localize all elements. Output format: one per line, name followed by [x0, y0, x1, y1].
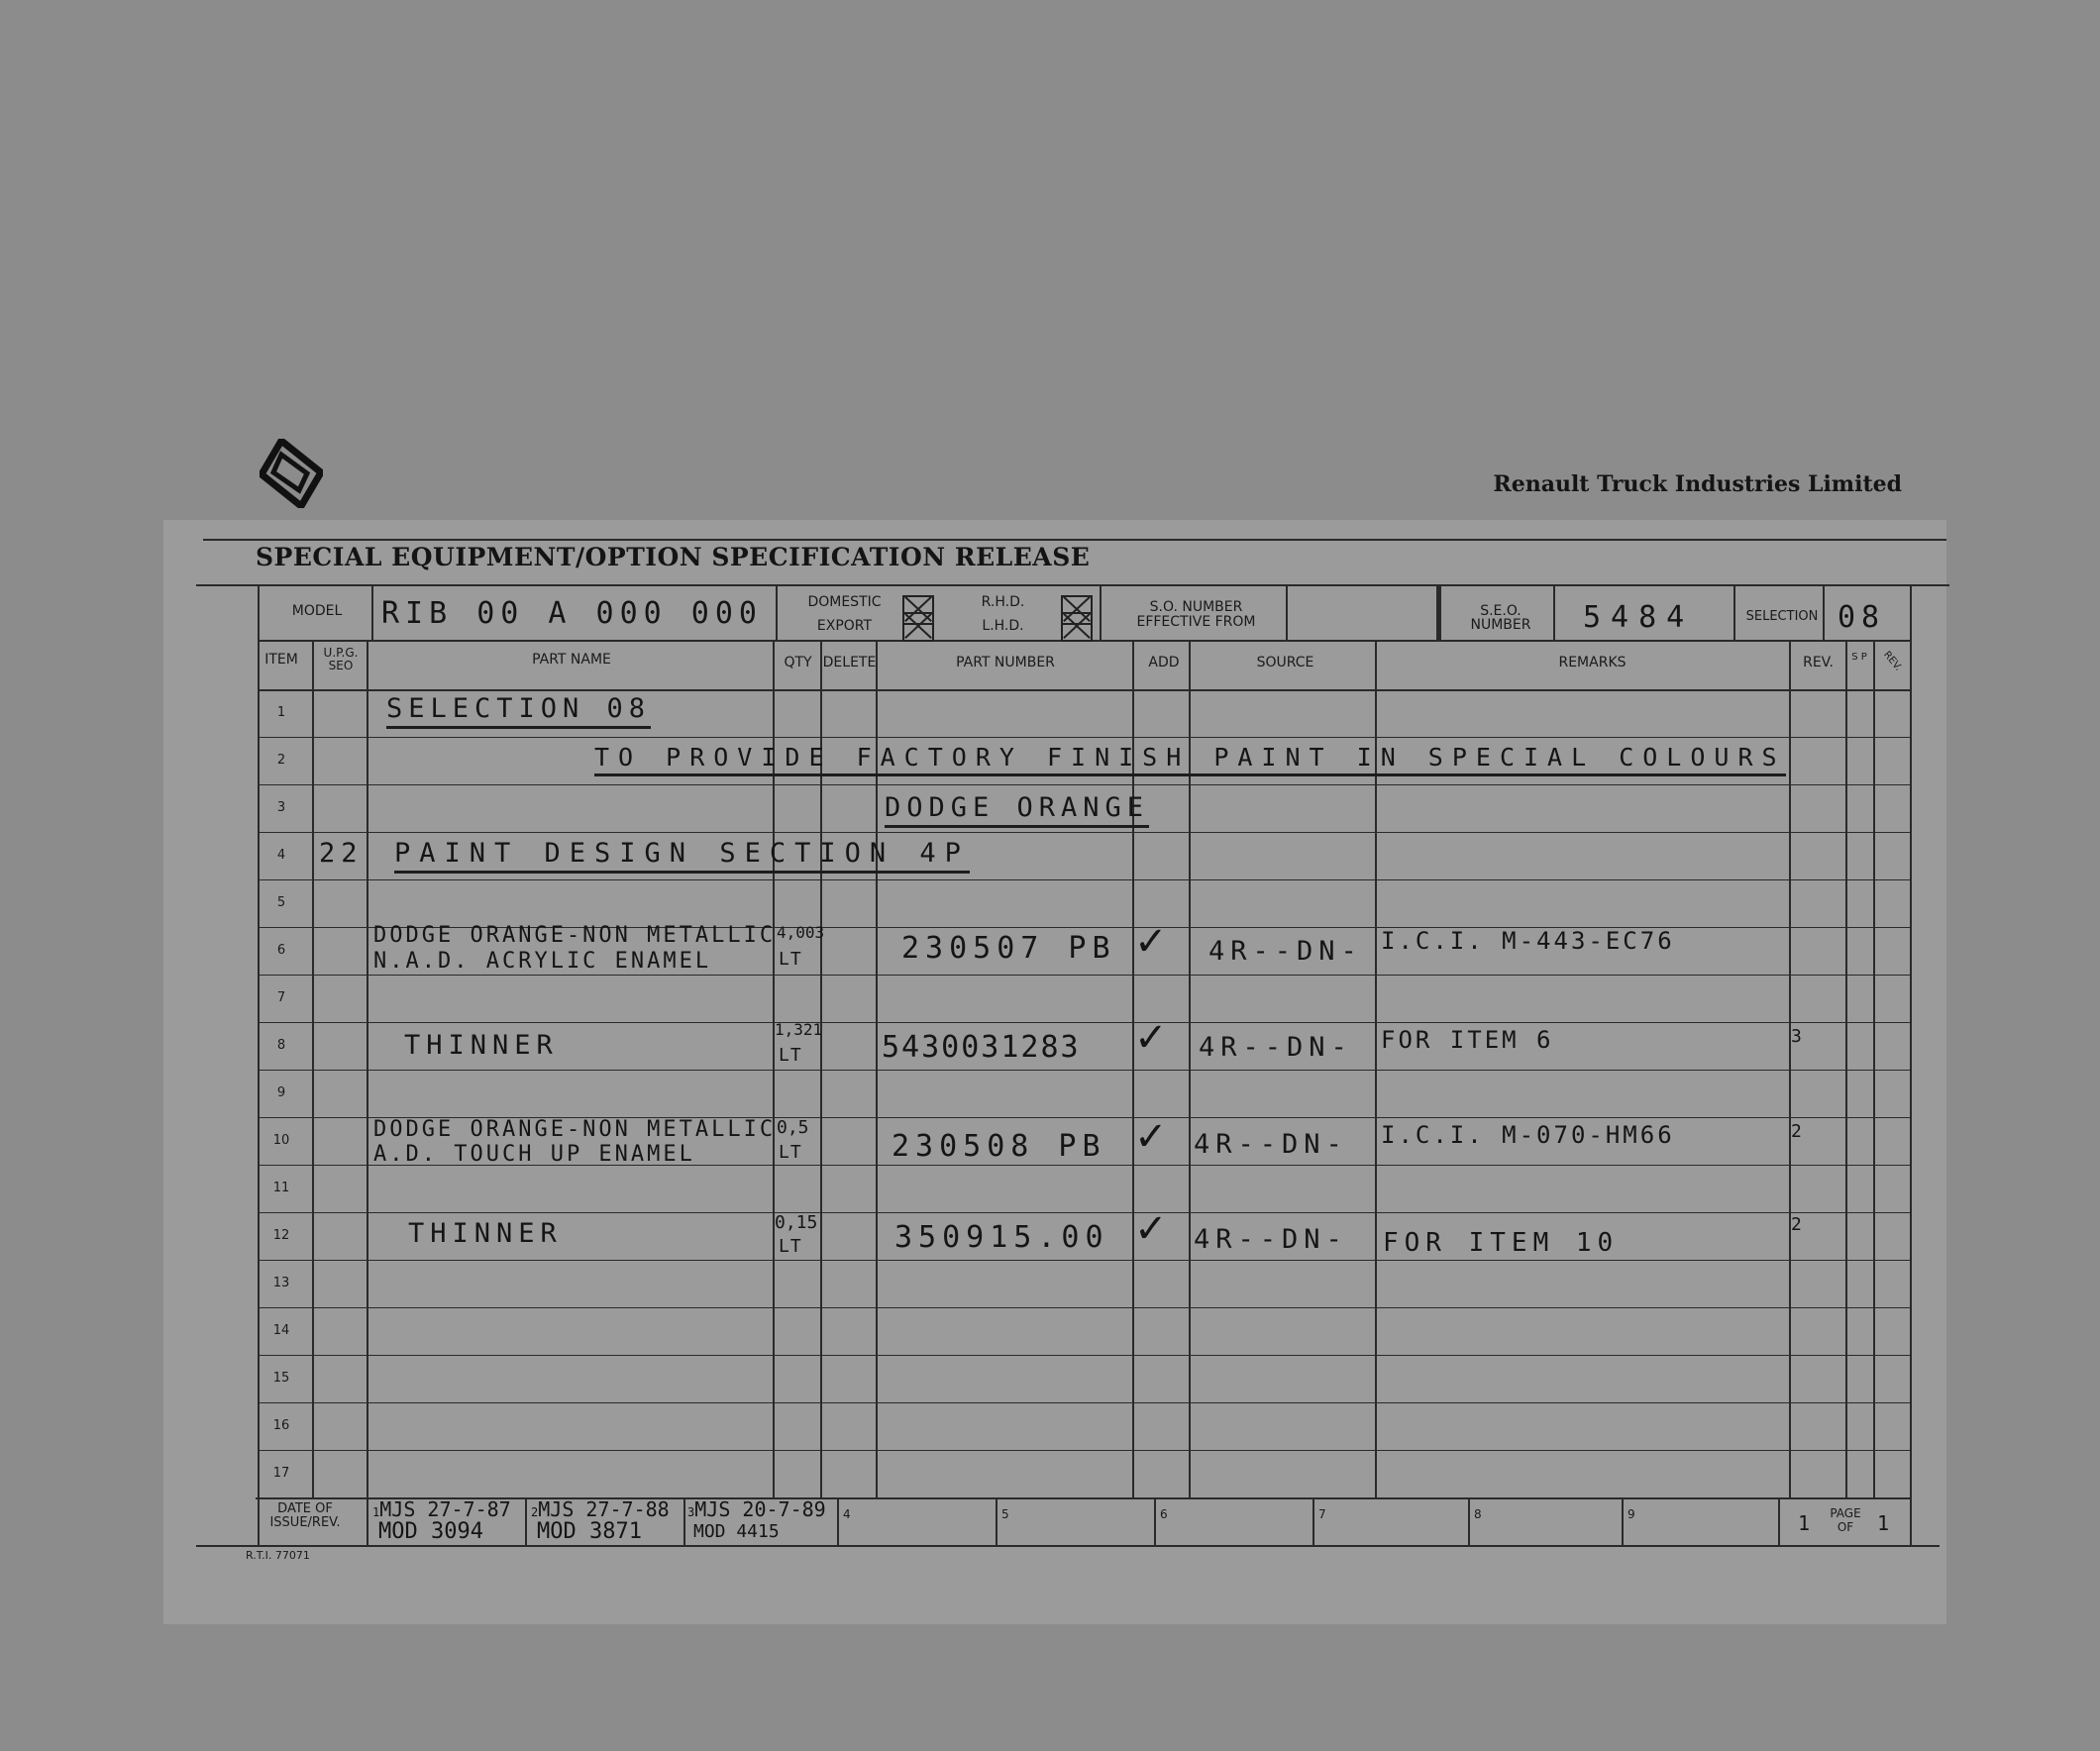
title-rule	[196, 584, 1949, 586]
footer-sep	[837, 1497, 839, 1547]
issue-slot-6: 6	[1160, 1507, 1168, 1521]
col-misc: REV.	[1881, 649, 1904, 673]
row-number: 2	[276, 753, 286, 768]
row-number: 10	[272, 1133, 290, 1148]
selection-heading: SELECTION 08	[386, 693, 651, 729]
row-number: 12	[272, 1228, 290, 1243]
item12-remarks: FOR ITEM 10	[1383, 1228, 1620, 1258]
item8-name: THINNER	[404, 1030, 559, 1061]
lhd-checkbox	[1061, 612, 1093, 642]
row-number: 1	[276, 705, 286, 720]
item12-rev: 2	[1791, 1214, 1805, 1235]
item12-source: 4R--DN-	[1194, 1224, 1348, 1255]
footer-sep	[525, 1497, 527, 1547]
item10-source: 4R--DN-	[1194, 1129, 1348, 1160]
colour-name: DODGE ORANGE	[885, 792, 1149, 828]
row-number: 15	[272, 1371, 290, 1386]
hdr-sep	[1286, 586, 1288, 640]
row-number: 11	[272, 1181, 290, 1195]
row-line	[258, 784, 1912, 785]
page-label: PAGE	[1830, 1506, 1861, 1520]
col-delete: DELETE	[822, 655, 877, 670]
page-number: 1	[1798, 1511, 1811, 1535]
col-remarks: REMARKS	[1558, 655, 1627, 670]
colhead-divider	[258, 689, 1912, 691]
issue-slot-7: 7	[1318, 1507, 1326, 1521]
row-line	[258, 975, 1912, 976]
export-label: EXPORT	[816, 618, 873, 634]
row-line	[258, 1355, 1912, 1356]
item12-part-number: 350915.00	[894, 1220, 1109, 1255]
row-line	[258, 1022, 1912, 1023]
footer-sep	[996, 1497, 998, 1547]
row-number: 3	[276, 800, 286, 815]
hdr-sep	[371, 586, 373, 640]
model-label: MODEL	[291, 603, 343, 619]
item8-part-number: 5430031283	[882, 1030, 1081, 1065]
top-rule	[203, 539, 1946, 541]
row-line	[258, 1070, 1912, 1071]
row-line	[258, 1450, 1912, 1451]
item8-remarks: FOR ITEM 6	[1381, 1026, 1554, 1054]
item6-name-line2: N.A.D. ACRYLIC ENAMEL	[373, 949, 712, 974]
row-number: 4	[276, 848, 286, 863]
issue2-num: 2	[531, 1505, 539, 1519]
footer-sep	[1468, 1497, 1470, 1547]
rhd-label: R.H.D.	[981, 594, 1025, 610]
footer-sep	[1312, 1497, 1314, 1547]
issue2-sign: MJS 27-7-88	[538, 1497, 670, 1521]
number-label: NUMBER	[1470, 617, 1531, 633]
hdr-sep	[1100, 586, 1102, 640]
selection-value: 08	[1838, 600, 1886, 635]
item10-name-line2: A.D. TOUCH UP ENAMEL	[373, 1142, 695, 1167]
row-number: 5	[276, 895, 286, 910]
issue2-line1	[531, 1497, 670, 1521]
col-item: ITEM	[264, 652, 298, 668]
company-name: Renault Truck Industries Limited	[1493, 471, 1902, 497]
footer-bottom-rule	[196, 1545, 1940, 1547]
row-number: 9	[276, 1085, 286, 1100]
so-number-label: S.O. NUMBER	[1149, 599, 1243, 615]
item6-add-check: ✓	[1134, 919, 1168, 965]
form-code: R.T.I. 77071	[246, 1549, 310, 1562]
hdr-sep	[776, 586, 778, 640]
col-part-name: PART NAME	[532, 652, 611, 668]
issue1-mod: MOD 3094	[378, 1519, 483, 1544]
item8-qty: 1,321	[775, 1020, 823, 1039]
footer-sep	[1622, 1497, 1624, 1547]
issue3-mod: MOD 4415	[693, 1521, 780, 1542]
row-line	[258, 1402, 1912, 1403]
hdr-sep	[1553, 586, 1555, 640]
of-label: OF	[1837, 1520, 1854, 1534]
item6-qty: 4,003	[777, 923, 825, 942]
item6-part-number: 230507 PB	[901, 931, 1116, 966]
footer-sep	[1778, 1497, 1780, 1547]
issue-slot-5: 5	[1001, 1507, 1009, 1521]
row-line	[258, 832, 1912, 833]
item8-source: 4R--DN-	[1199, 1032, 1353, 1063]
item10-rev: 2	[1791, 1121, 1805, 1142]
col-seo: SEO	[328, 659, 354, 672]
issue2-mod: MOD 3871	[537, 1519, 642, 1544]
item10-add-check: ✓	[1134, 1114, 1168, 1160]
item6-qty-unit: LT	[779, 949, 802, 970]
footer-sep	[1154, 1497, 1156, 1547]
item10-qty-unit: LT	[779, 1142, 802, 1163]
row-line	[258, 1212, 1912, 1213]
effective-from-label: EFFECTIVE FROM	[1136, 614, 1256, 630]
renault-diamond-logo	[260, 439, 323, 508]
date-of-label: DATE OF	[277, 1501, 333, 1516]
item10-part-number: 230508 PB	[892, 1129, 1106, 1164]
form-title: SPECIAL EQUIPMENT/OPTION SPECIFICATION RELEASE	[256, 543, 1091, 571]
item8-qty-unit: LT	[779, 1045, 802, 1066]
row-number: 13	[272, 1276, 290, 1290]
issue1-sign: MJS 27-7-87	[379, 1497, 511, 1521]
col-source: SOURCE	[1256, 655, 1314, 670]
row-number: 16	[272, 1418, 290, 1433]
hdr-sep	[1436, 586, 1441, 640]
item6-name-line1: DODGE ORANGE-NON METALLIC	[373, 923, 777, 948]
item10-remarks: I.C.I. M-070-HM66	[1381, 1121, 1675, 1149]
item6-remarks: I.C.I. M-443-EC76	[1381, 927, 1675, 955]
item12-qty: 0,15	[775, 1212, 818, 1233]
upg-value: 22	[319, 838, 364, 869]
issue-rev-label: ISSUE/REV.	[269, 1515, 341, 1530]
row-number: 14	[272, 1323, 290, 1338]
row-line	[258, 1307, 1912, 1308]
row-number: 7	[276, 990, 286, 1005]
item8-rev: 3	[1791, 1026, 1805, 1047]
row-number: 17	[272, 1466, 290, 1481]
model-value: RIB 00 A 000 000	[381, 596, 763, 631]
issue-slot-9: 9	[1628, 1507, 1635, 1521]
item12-name: THINNER	[408, 1218, 563, 1249]
item6-source: 4R--DN-	[1208, 936, 1363, 967]
hdr-sep	[1823, 586, 1825, 640]
issue-slot-4: 4	[843, 1507, 851, 1521]
item12-add-check: ✓	[1134, 1206, 1168, 1252]
item10-qty: 0,5	[777, 1117, 809, 1138]
purpose-line: TO PROVIDE FACTORY FINISH PAINT IN SPECIAL COLOURS	[594, 743, 1786, 776]
item8-add-check: ✓	[1134, 1015, 1168, 1061]
item10-name-line1: DODGE ORANGE-NON METALLIC	[373, 1117, 777, 1142]
issue-slot-8: 8	[1474, 1507, 1482, 1521]
row-line	[258, 737, 1912, 738]
paint-design-line: PAINT DESIGN SECTION 4P	[394, 838, 970, 874]
col-sp: S P	[1851, 652, 1867, 663]
col-rev: REV.	[1803, 655, 1834, 670]
item12-qty-unit: LT	[779, 1236, 802, 1257]
domestic-label: DOMESTIC	[807, 594, 882, 610]
selection-label: SELECTION	[1745, 609, 1819, 624]
col-part-number: PART NUMBER	[956, 655, 1055, 670]
page-total: 1	[1877, 1511, 1890, 1535]
issue1-line1	[372, 1497, 511, 1521]
footer-sep	[367, 1497, 368, 1547]
seo-label: S.E.O.	[1480, 603, 1522, 619]
row-number: 6	[276, 943, 286, 958]
issue3-sign: MJS 20-7-89	[694, 1497, 826, 1521]
row-number: 8	[276, 1038, 286, 1053]
lhd-label: L.H.D.	[982, 618, 1024, 634]
row-line	[258, 879, 1912, 880]
issue3-line1	[687, 1497, 826, 1521]
seo-value: 5484	[1583, 600, 1695, 635]
hdr-sep	[1733, 586, 1735, 640]
col-add: ADD	[1148, 655, 1180, 670]
col-upg: U.P.G.	[323, 646, 359, 660]
export-checkbox	[902, 612, 934, 642]
col-qty: QTY	[784, 655, 812, 670]
issue1-num: 1	[372, 1505, 380, 1519]
footer-sep	[683, 1497, 685, 1547]
row-line	[258, 1260, 1912, 1261]
form-sheet	[163, 520, 1946, 1624]
issue3-num: 3	[687, 1505, 695, 1519]
